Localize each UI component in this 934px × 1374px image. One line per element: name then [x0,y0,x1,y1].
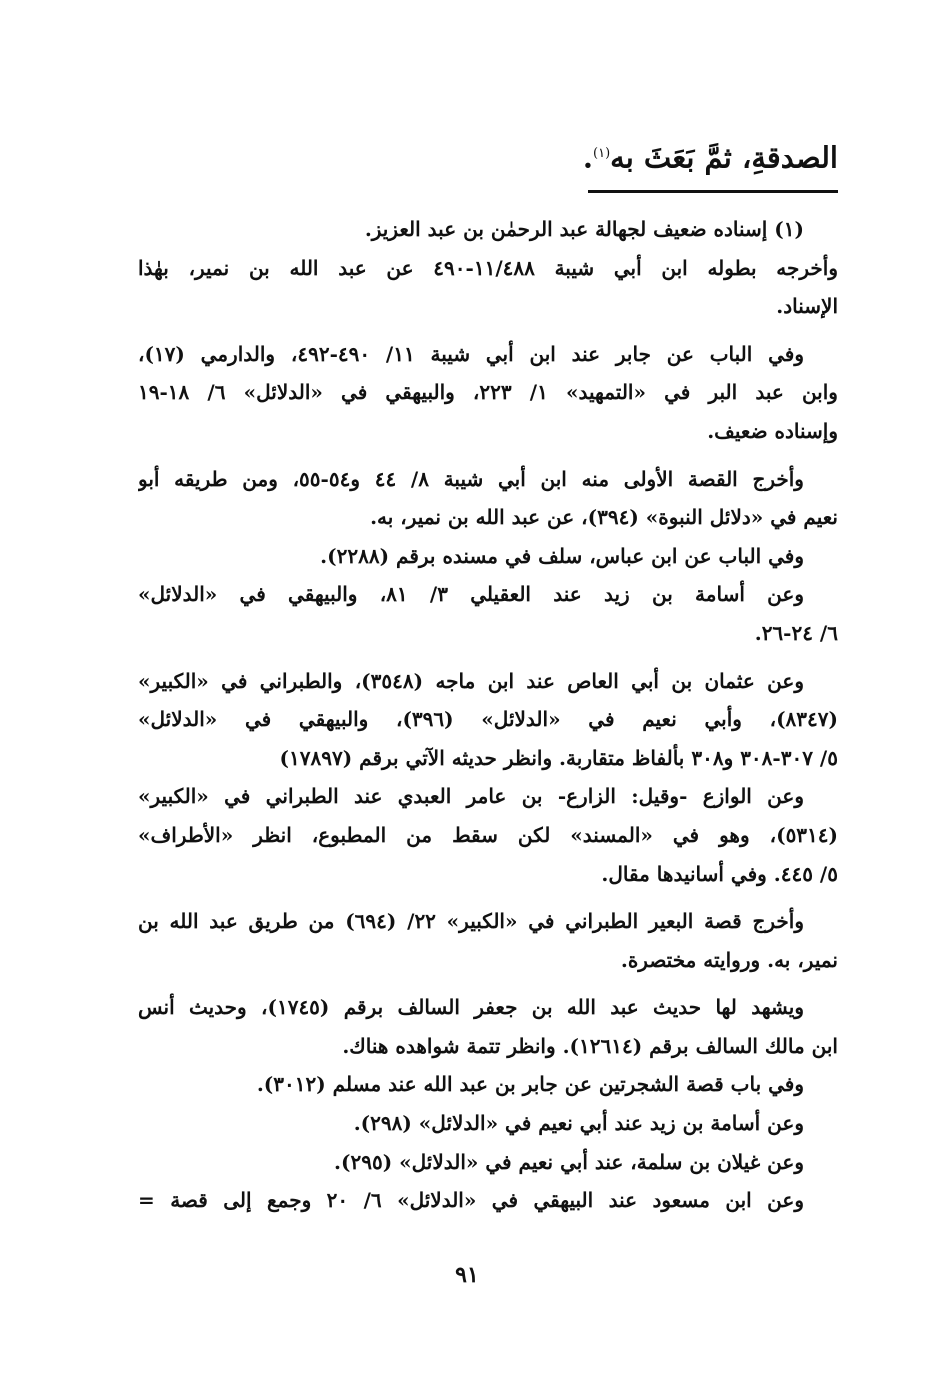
footnote-line: وعن أسامة بن زيد عند أبي نعيم في «الدلائل» (٢٩٨). [353,1111,804,1136]
footnote-line: وإسناده ضعيف. [707,418,838,443]
footnote-reference: (١) [593,146,611,161]
footnote-line: وفي الباب عن جابر عند ابن أبي شيبة ١١/ ٤٩٠-٤٩٢، والدارمي (١٧)، [138,341,804,366]
paragraph-gap [138,979,838,988]
footnote-separator [588,190,838,193]
footnote-line: وعن أسامة بن زيد عند العقيلي ٣/ ٨١، والبيهقي في «الدلائل» [138,582,804,607]
footnote-line: ويشهد لها حديث عبد الله بن جعفر السالف برقم (١٧٤٥)، وحديث أنس [138,995,804,1020]
paragraph-gap [138,451,838,460]
footnote-line: وأخرجه بطوله ابن أبي شيبة ١١/٤٨٨-٤٩٠ عن عبد الله بن نمير، بهٰذا [138,255,838,280]
main-text-end-punct: . [582,140,593,175]
paragraph-gap [138,326,838,335]
main-text: الصدقةِ، ثمَّ بَعَثَ به [610,140,838,175]
footnote-line: (٥٣١٤)، وهو في «المسند» لكن سقط من المطبوع، انظر «الأطراف» [138,822,838,847]
footnote-line: وأخرج قصة البعير الطبراني في «الكبير» ٢٢/ (٦٩٤) من طريق عبد الله بن [138,909,804,934]
footnotes-block [138,210,838,1220]
footnote-line: وأخرج القصة الأولى منه ابن أبي شيبة ٨/ ٤٤ و٥٤-٥٥، ومن طريقه أبو [138,466,804,491]
footnote-line: ٥/ ٤٤٥. وفي أسانيدها مقال. [601,861,838,886]
footnote-line: وعن غيلان بن سلمة، عند أبي نعيم في «الدلائل» (٢٩٥). [334,1149,804,1174]
footnote-line: (٨٣٤٧)، وأبي نعيم في «الدلائل» (٣٩٦)، والبيهقي في «الدلائل» [138,707,838,732]
footnote-line: وفي باب قصة الشجرتين عن جابر بن عبد الله عند مسلم (٣٠١٢). [256,1072,804,1097]
footnote-line: وعن عثمان بن أبي العاص عند ابن ماجه (٣٥٤٨)، والطبراني في «الكبير» [138,668,804,693]
paragraph-gap [138,893,838,902]
footnote-line: ٦/ ٢٤-٢٦. [754,620,838,645]
footnote-line: وعن ابن مسعود عند البيهقي في «الدلائل» ٦/ ٢٠ وجمع إلى قصة = [138,1188,804,1213]
footnote-line: وفي الباب عن ابن عباس، سلف في مسنده برقم (٢٢٨٨). [320,543,804,568]
page-number: ٩١ [455,1262,479,1288]
footnote-line: ٥/ ٣٠٧-٣٠٨ و٣٠٨ بألفاظ متقاربة. وانظر حديثه الآتي برقم (١٧٨٩٧) [279,745,838,770]
footnote-line: نمير، به. وروايته مختصرة. [620,947,838,972]
footnote-line: الإسناد. [776,294,838,319]
footnote-line: ابن مالك السالف برقم (١٢٦١٤). وانظر تتمة شواهده هناك. [342,1033,838,1058]
footnote-line: وعن الوازع -وقيل: الزارع- بن عامر العبدي عند الطبراني في «الكبير» [138,784,804,809]
footnote-line: وابن عبد البر في «التمهيد» ١/ ٢٢٣، والبيهقي في «الدلائل» ٦/ ١٨-١٩ [138,380,838,405]
paragraph-gap [138,653,838,662]
main-text-line [138,128,838,184]
footnote-line: نعيم في «دلائل النبوة» (٣٩٤)، عن عبد الله بن نمير، به. [370,505,838,530]
footnote-line: (١) إسناده ضعيف لجهالة عبد الرحمٰن بن عبد العزيز. [364,217,804,241]
